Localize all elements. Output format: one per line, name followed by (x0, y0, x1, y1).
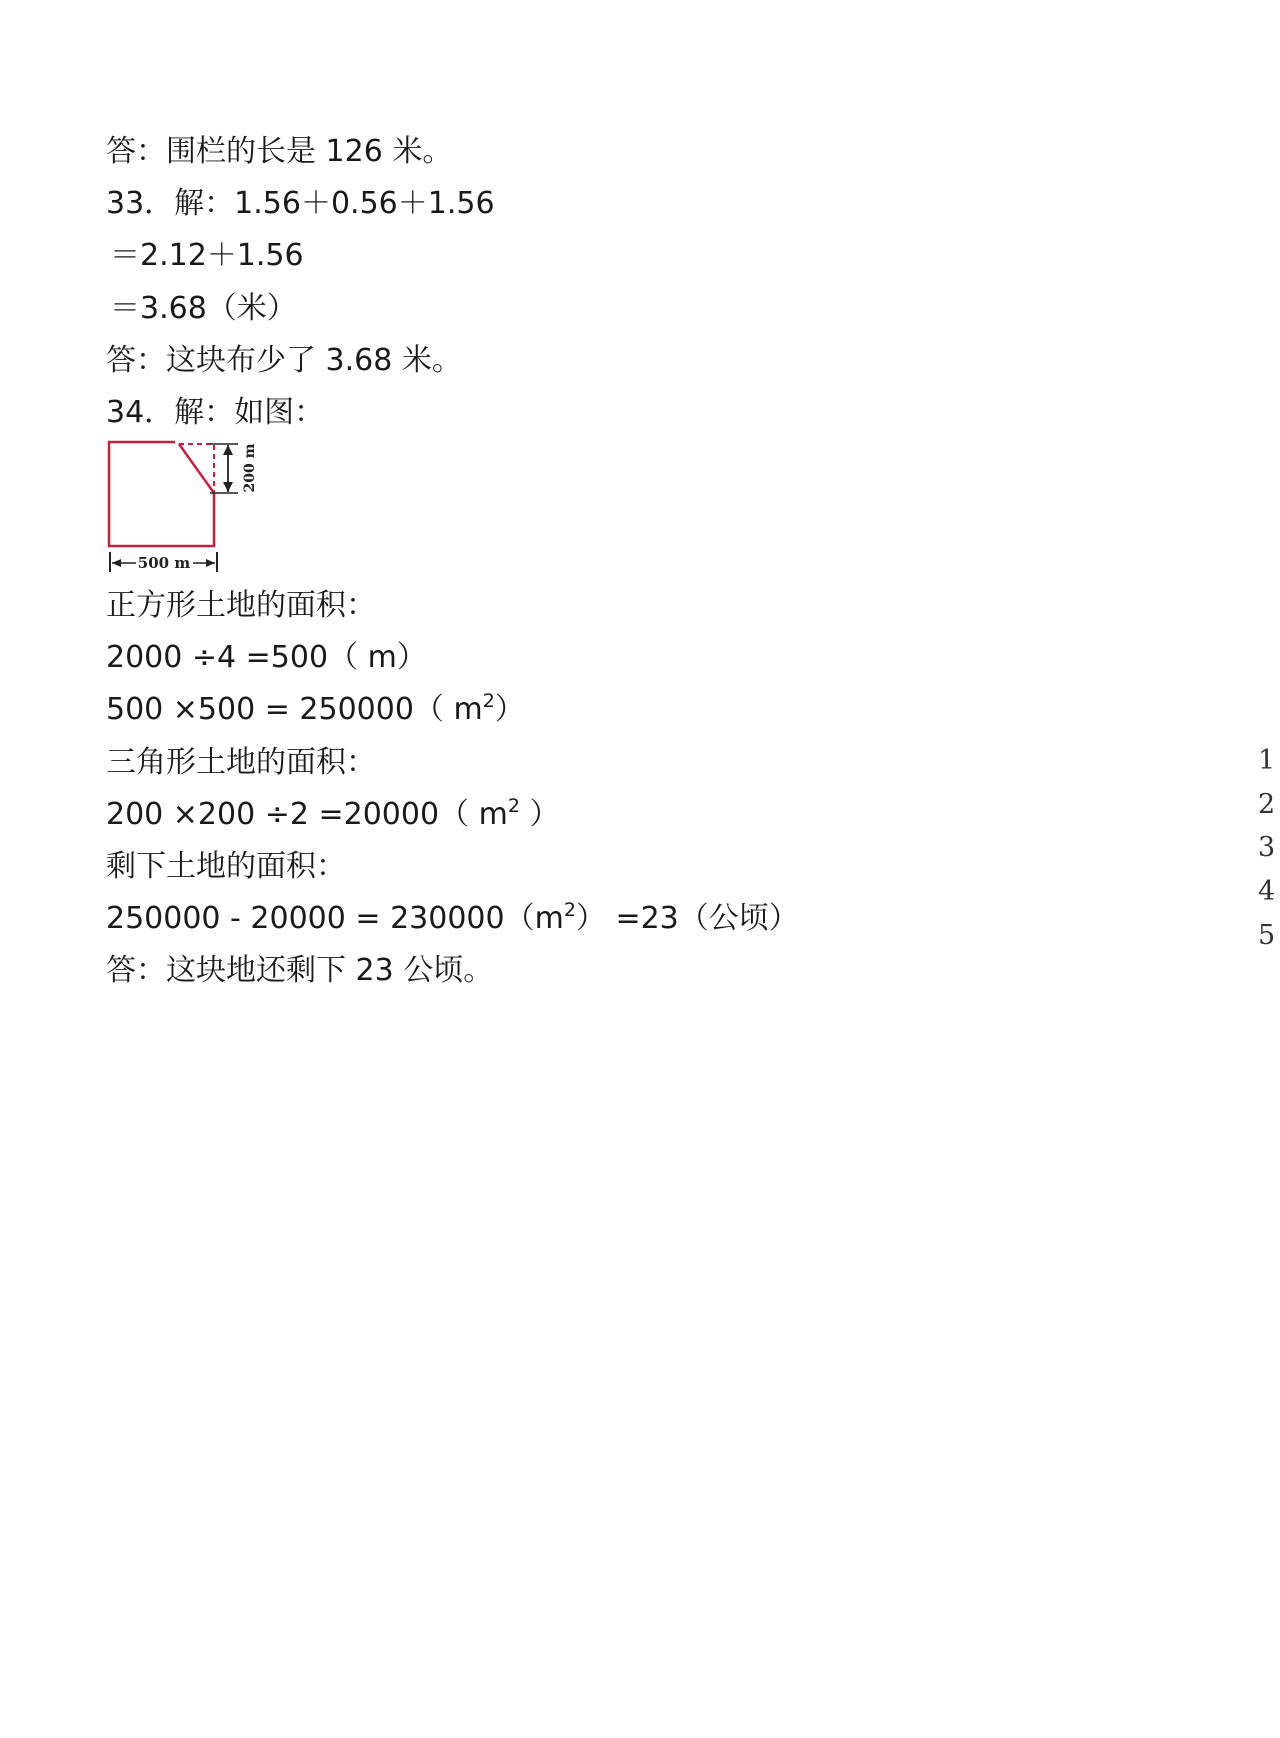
margin-number: 4 (1258, 876, 1276, 907)
solution-33-step3: ＝3.68（米） (110, 291, 297, 326)
land-outline (109, 442, 214, 546)
answer-34: 答：这块地还剩下 23 公顷。 (106, 953, 494, 988)
land-diagram (104, 438, 274, 578)
margin-number: 5 (1258, 920, 1276, 951)
square-area-heading: 正方形土地的面积： (106, 588, 376, 623)
square-area-calc: 500 ×500 = 250000（ $m^2$） (106, 690, 525, 727)
solution-33-step1: 33．解：1.56＋0.56＋1.56 (106, 186, 495, 221)
triangle-area-heading: 三角形土地的面积： (106, 745, 376, 780)
side-length-calc: 2000 ÷4 =500（ m） (106, 640, 427, 675)
base-length-label: 500 m (137, 554, 191, 572)
margin-number: 1 (1258, 745, 1276, 776)
solution-33-step2: ＝2.12＋1.56 (110, 238, 304, 273)
margin-number: 2 (1258, 789, 1276, 820)
answer-32: 答：围栏的长是 126 米。 (106, 134, 453, 169)
answer-33: 答：这块布少了 3.68 米。 (106, 343, 462, 378)
margin-number: 3 (1258, 832, 1276, 863)
remaining-area-heading: 剩下土地的面积： (106, 849, 346, 884)
triangle-area-calc: 200 ×200 ÷2 =20000（ $m^2$ ） (106, 795, 560, 832)
side-length-label: 200 m (242, 443, 258, 493)
solution-34-intro: 34．解：如图： (106, 395, 325, 430)
remaining-area-calc: $250000 - 20000 = 230000(m^2) =23$（公顷） (106, 899, 799, 936)
